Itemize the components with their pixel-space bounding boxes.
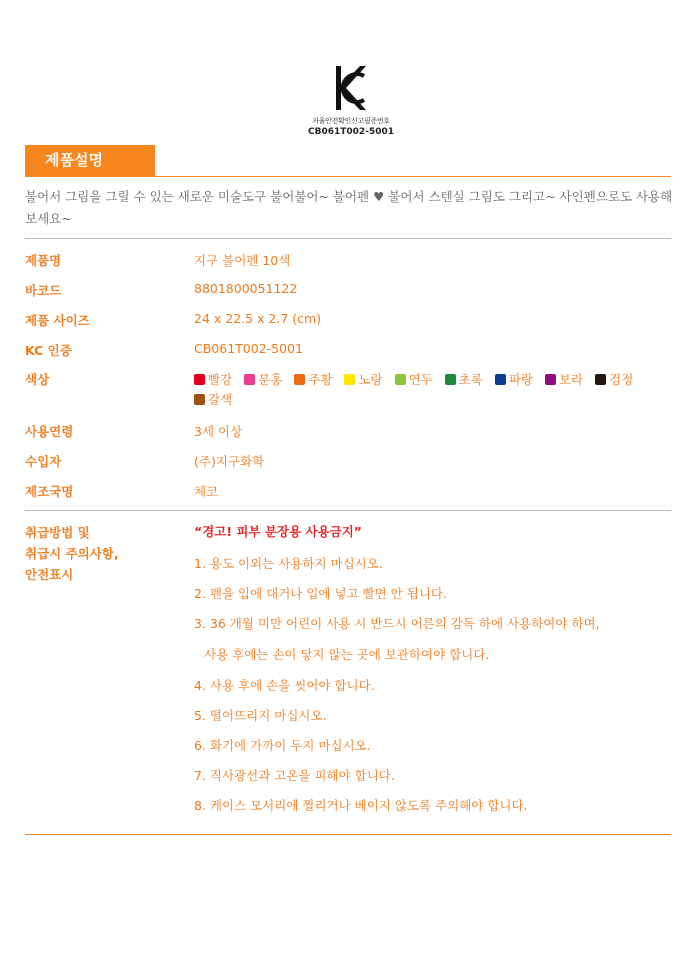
color-name: 연두 — [408, 372, 433, 387]
color-square — [244, 374, 255, 385]
color-square — [545, 374, 556, 385]
color-swatch-list — [194, 370, 654, 410]
color-name: 빨강 — [208, 372, 233, 387]
color-swatch — [495, 370, 533, 390]
color-swatch — [395, 370, 433, 390]
color-square — [595, 374, 606, 385]
color-swatch — [344, 370, 382, 390]
spec-label: 제조국명 — [25, 484, 74, 499]
section-divider — [25, 176, 671, 177]
spec-value: 24 x 22.5 x 2.7 (cm) — [194, 311, 322, 326]
color-swatch — [445, 370, 483, 390]
care-item: 6. 화기에 가까이 두지 마십시오. — [194, 738, 371, 753]
color-name: 보라 — [558, 372, 584, 387]
care-item: 7. 직사광선과 고온을 피해야 합니다. — [194, 768, 395, 783]
spec-label: 바코드 — [25, 283, 62, 298]
care-label — [25, 522, 119, 585]
spec-value: (주)지구화학 — [194, 454, 265, 469]
color-swatch — [595, 370, 633, 390]
color-square — [194, 394, 205, 405]
color-square — [344, 374, 355, 385]
color-name: 분홍 — [258, 372, 283, 387]
color-swatch — [194, 390, 232, 410]
color-swatch — [194, 370, 232, 390]
color-square — [395, 374, 406, 385]
care-item: 8. 케이스 모서리에 찔리거나 베이지 않도록 주의해야 합니다. — [194, 798, 528, 813]
spec-label: 제품명 — [25, 253, 62, 268]
care-label-line: 취급방법 및 — [25, 525, 90, 540]
spec-value: 8801800051122 — [194, 281, 298, 296]
color-square — [294, 374, 305, 385]
color-swatch — [244, 370, 282, 390]
kc-logo-icon — [334, 64, 368, 112]
color-square — [445, 374, 456, 385]
care-item: 사용 후에는 손이 닿지 않는 곳에 보관하여야 합니다. — [204, 647, 490, 662]
care-label-line: 취급시 주의사항, — [25, 546, 119, 561]
spec-value: 지구 불어펜 10색 — [194, 253, 291, 268]
kc-subtitle: 자율안전확인신고필증번호 — [312, 117, 390, 125]
color-name: 갈색 — [208, 392, 233, 407]
intro-divider — [25, 238, 671, 239]
spec-value: 체코 — [194, 484, 219, 499]
spec-label: 제품 사이즈 — [25, 313, 90, 328]
product-intro: 불어서 그림을 그릴 수 있는 새로운 미술도구 불어불어~ 불어펜 ♥ 불어서 스텐실 그림도 그리고~ 사인펜으로도 사용해 보세요~ — [25, 189, 673, 226]
section-title: 제품설명 — [25, 145, 155, 176]
spec-divider — [25, 510, 671, 511]
care-item: 2. 펜을 입에 대거나 입에 넣고 빨면 안 됩니다. — [194, 586, 447, 601]
care-item: 5. 떨어뜨리지 마십시오. — [194, 708, 327, 723]
color-swatch — [545, 370, 583, 390]
spec-label: KC 인증 — [25, 343, 72, 358]
care-item: 4. 사용 후에 손을 씻어야 합니다. — [194, 678, 375, 693]
warning-text: “경고! 피부 분장용 사용금지” — [194, 524, 363, 539]
spec-value: 3세 이상 — [194, 424, 243, 439]
spec-value: CB061T002-5001 — [194, 341, 303, 356]
bottom-divider — [25, 834, 671, 835]
kc-code: CB061T002-5001 — [308, 127, 394, 137]
care-label-line: 안전표시 — [25, 567, 74, 582]
spec-label: 색상 — [25, 372, 50, 387]
color-name: 파랑 — [508, 372, 533, 387]
spec-label: 수입자 — [25, 454, 62, 469]
color-name: 초록 — [458, 372, 483, 387]
kc-certification-mark — [306, 64, 396, 137]
color-square — [194, 374, 205, 385]
color-name: 검정 — [609, 372, 634, 387]
care-item: 1. 용도 이외는 사용하지 마십시오. — [194, 556, 383, 571]
color-swatch — [294, 370, 332, 390]
color-name: 주황 — [308, 372, 333, 387]
color-name: 노랑 — [358, 372, 383, 387]
spec-label: 사용연령 — [25, 424, 74, 439]
color-square — [495, 374, 506, 385]
care-item: 3. 36 개월 미만 어린이 사용 시 반드시 어른의 감독 하에 사용하여야 하며, — [194, 616, 600, 631]
